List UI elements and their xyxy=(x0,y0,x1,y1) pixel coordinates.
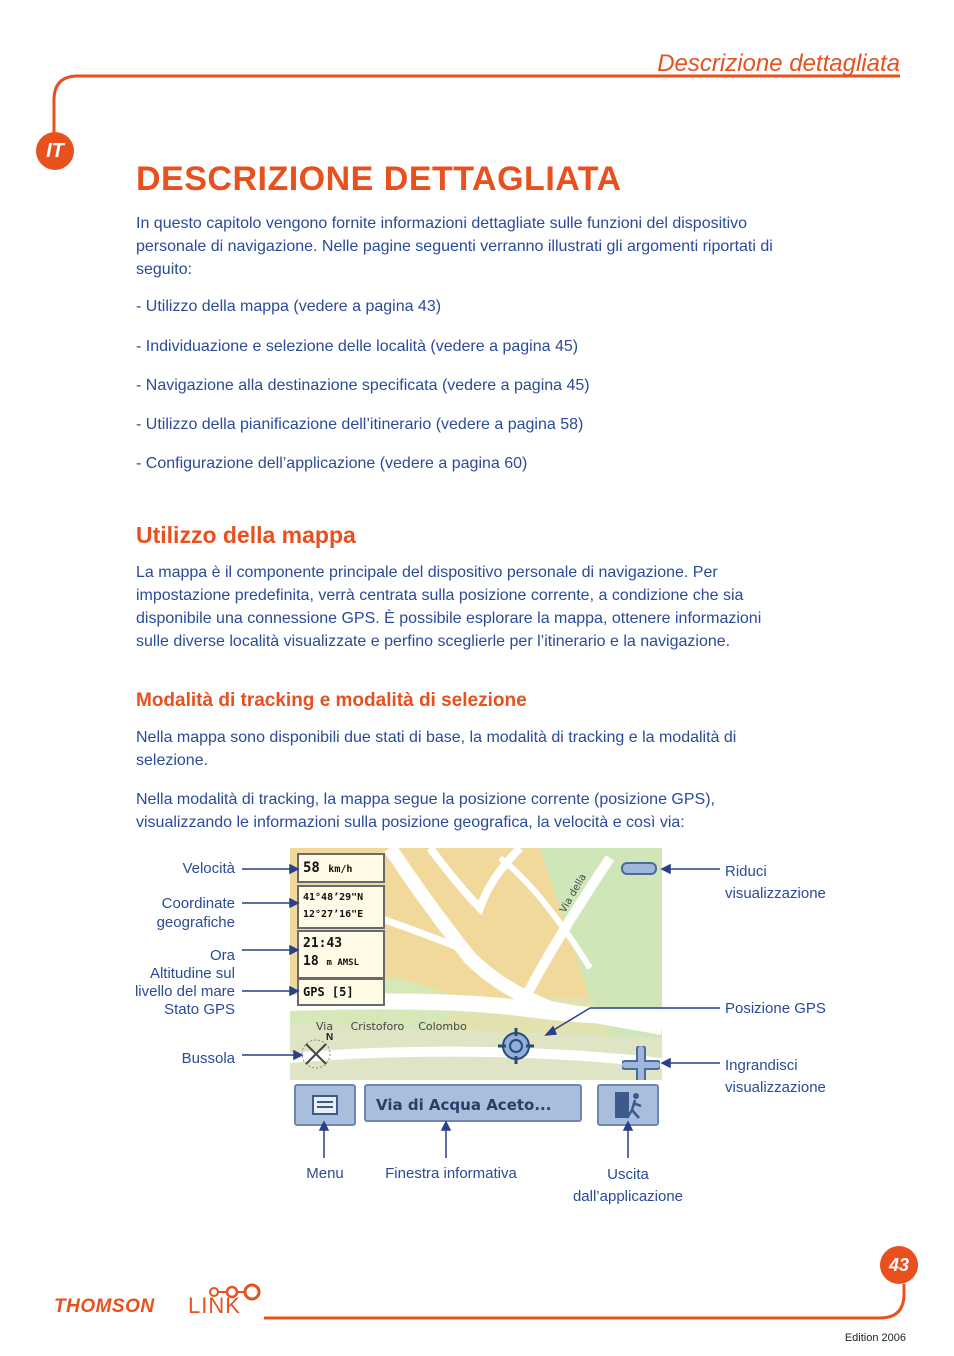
callout-bussola: Bussola xyxy=(181,1050,235,1067)
tracking-paragraph: Nella modalità di tracking, la mappa segue la posizione corrente (posizione GPS), visualizzando le informazioni sulla posizione geografica, la velocità e così via: xyxy=(136,791,715,831)
callout-coordinate: Coordinate geografiche xyxy=(156,895,235,931)
street-label: Via Cristoforo Colombo xyxy=(316,1020,467,1033)
edition-label: Edition 2006 xyxy=(844,1332,906,1344)
map-street-small: Via della xyxy=(557,872,589,915)
logo-circles-icon xyxy=(208,1282,264,1302)
info-window-button[interactable]: Via di Acqua Aceto... xyxy=(364,1084,582,1122)
callout-velocita: Velocità xyxy=(182,860,235,877)
gps-status-box: GPS [5] xyxy=(297,978,385,1006)
map-paragraph: La mappa è il componente principale del dispositivo personale di navigazione. Per impostazione predefinita, verrà centrata sulla posizione corrente, a condizione che sia disponibile una connessione GPS. È possibile esplorare la mappa, ottenere informazioni sulle diverse località visualizzate e perfino sceglierle per l’itinerario e la navigazione. xyxy=(136,564,762,650)
speed-box: 58 km/h xyxy=(297,853,385,883)
page-number: 43 xyxy=(880,1246,918,1284)
callout-posizione-gps: Posizione GPS xyxy=(725,1000,826,1017)
list-item: - Utilizzo della mappa (vedere a pagina 43) xyxy=(136,298,442,315)
brand-logo: THOMSON xyxy=(54,1296,155,1317)
subsection-heading: Modalità di tracking e modalità di selezione xyxy=(136,690,527,711)
callout-menu: Menu xyxy=(306,1165,344,1182)
section-heading: Utilizzo della mappa xyxy=(136,522,356,548)
list-item: - Individuazione e selezione delle località (vedere a pagina 45) xyxy=(136,338,579,355)
callout-finestra: Finestra informativa xyxy=(385,1165,517,1182)
compass-north-letter: N xyxy=(326,1032,334,1043)
modes-paragraph: Nella mappa sono disponibili due stati di base, la modalità di tracking e la modalità di selezione. xyxy=(136,729,737,769)
intro-paragraph: In questo capitolo vengono fornite informazioni dettagliate sulle funzioni del dispositivo personale di navigazione. Nelle pagine seguenti verranno illustrati gli argomenti riportati di seguito: xyxy=(136,215,773,278)
callout-uscita: Uscita dall’applicazione xyxy=(572,1166,684,1205)
callout-ingrandisci: Ingrandisci visualizzazione xyxy=(725,1057,826,1096)
brand-logo-sub: LINK xyxy=(188,1293,241,1318)
callout-riduci: Riduci visualizzazione xyxy=(725,863,826,902)
list-item: - Utilizzo della pianificazione dell’itinerario (vedere a pagina 58) xyxy=(136,416,584,433)
language-badge: IT xyxy=(36,132,74,170)
header-title: Descrizione dettagliata xyxy=(657,50,900,77)
callout-ora-altitudine: Ora Altitudine sul livello del mare Stato GPS xyxy=(134,947,235,1018)
list-item: - Navigazione alla destinazione specificata (vedere a pagina 45) xyxy=(136,377,590,394)
time-altitude-box: 21:43 18 m AMSL xyxy=(297,930,385,979)
page-title: DESCRIZIONE DETTAGLIATA xyxy=(136,160,622,198)
list-item: - Configurazione dell’applicazione (vedere a pagina 60) xyxy=(136,455,528,472)
coordinates-box: 41°48’29"N 12°27’16"E xyxy=(297,885,385,929)
